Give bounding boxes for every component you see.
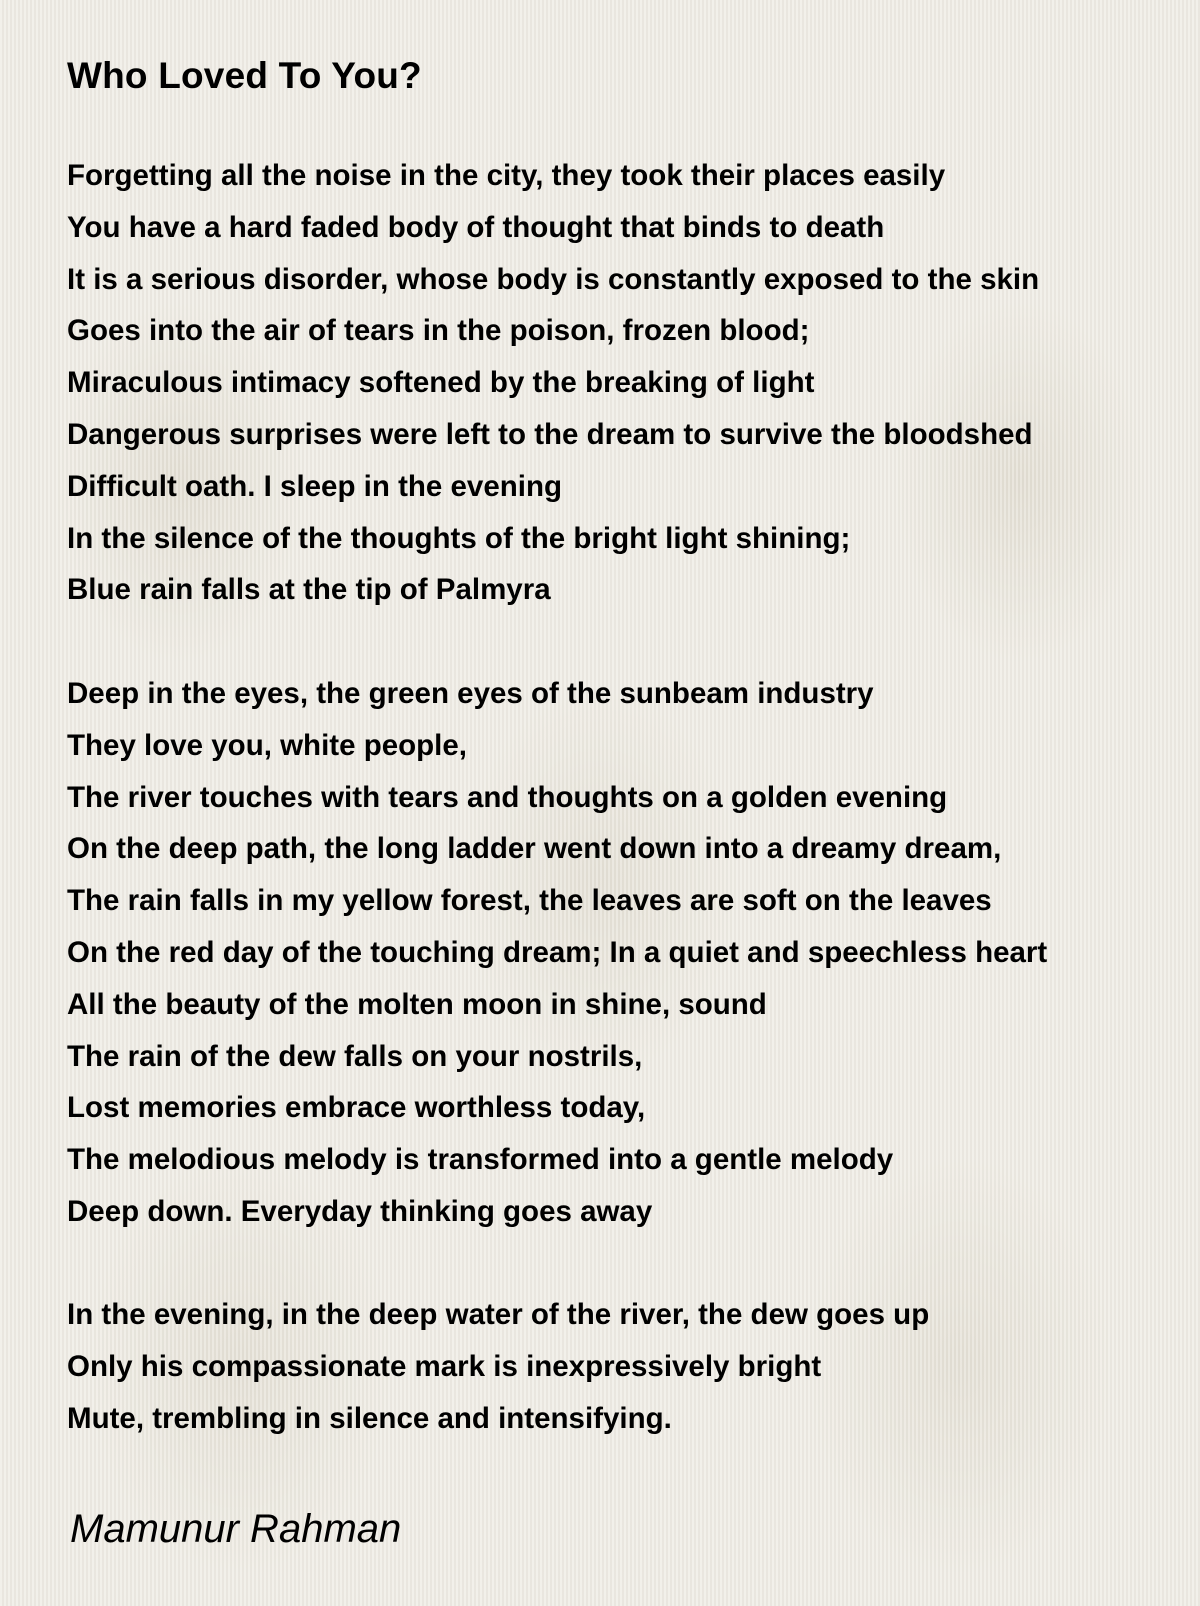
poem-line: On the deep path, the long ladder went down into a dreamy dream, <box>67 832 1002 866</box>
poem-line: The river touches with tears and thoughts on a golden evening <box>67 780 948 814</box>
poem-line: In the evening, in the deep water of the river, the dew goes up <box>67 1298 930 1331</box>
poem-line: Deep in the eyes, the green eyes of the sunbeam industry <box>67 677 874 710</box>
poem-line: Lost memories embrace worthless today, <box>67 1091 646 1125</box>
poem-line: Deep down. Everyday thinking goes away <box>67 1194 653 1228</box>
poem-line: Only his compassionate mark is inexpressively bright <box>67 1349 822 1383</box>
poem-line: You have a hard faded body of thought that binds to death <box>67 210 885 244</box>
poem-line: It is a serious disorder, whose body is constantly exposed to the skin <box>67 262 1040 296</box>
poem-line: On the red day of the touching dream; In a quiet and speechless heart <box>67 935 1048 969</box>
poem-line: Mute, trembling in silence and intensifying. <box>67 1401 672 1435</box>
poem-title: Who Loved To You? <box>67 55 422 96</box>
poem-line: Goes into the air of tears in the poison, frozen blood; <box>67 314 810 348</box>
poem-line: All the beauty of the molten moon in shine, sound <box>67 987 767 1021</box>
poem-line: The rain falls in my yellow forest, the leaves are soft on the leaves <box>67 884 992 918</box>
poem-line: The melodious melody is transformed into a gentle melody <box>67 1143 894 1177</box>
poem-line: Blue rain falls at the tip of Palmyra <box>67 573 551 607</box>
poem-line: Dangerous surprises were left to the dream to survive the bloodshed <box>67 417 1033 451</box>
poem-author: Mamunur Rahman <box>70 1507 402 1551</box>
poem-line: Miraculous intimacy softened by the breaking of light <box>67 366 815 400</box>
poem-line: Forgetting all the noise in the city, they took their places easily <box>67 159 946 192</box>
stanza-2 <box>67 668 1047 1238</box>
poem-line: In the silence of the thoughts of the bright light shining; <box>67 521 851 555</box>
stanza-1 <box>67 150 1039 616</box>
stanza-3 <box>67 1289 929 1444</box>
poem-line: They love you, white people, <box>67 728 467 762</box>
poem-line: Difficult oath. I sleep in the evening <box>67 469 563 503</box>
poem-line: The rain of the dew falls on your nostrils, <box>67 1039 643 1073</box>
